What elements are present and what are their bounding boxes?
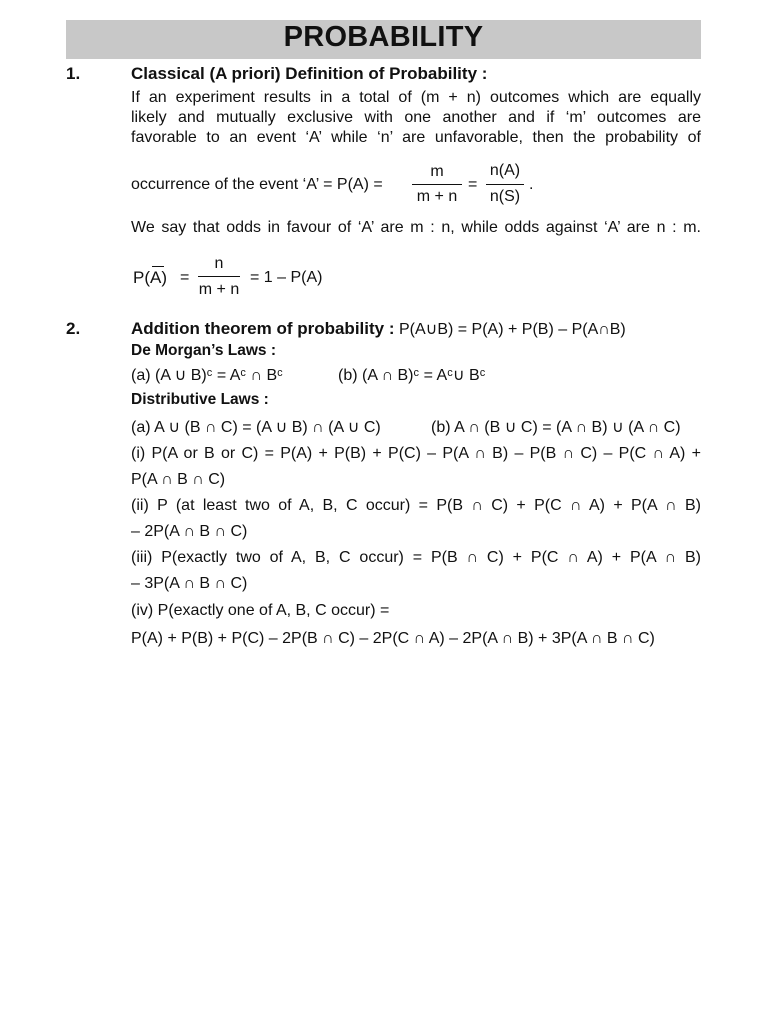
distributive-law-a: (a) A ∪ (B ∩ C) = (A ∪ B) ∩ (A ∪ C) (131, 419, 381, 436)
fraction-equals: = (468, 176, 478, 193)
section-1-para-line-2: likely and mutually exclusive with one another and if ‘m’ outcomes are (131, 109, 701, 126)
occurrence-text: occurrence of the event ‘A’ = P(A) = (131, 176, 383, 193)
section-1-heading: Classical (A priori) Definition of Probability : (131, 64, 488, 83)
fraction-3-numerator: n (214, 255, 224, 272)
distributive-heading: Distributive Laws : (131, 391, 269, 408)
title-banner (66, 20, 701, 59)
fraction-3-denominator: m + n (198, 281, 240, 298)
item-iv-line-1: (iv) P(exactly one of A, B, C occur) = (131, 602, 390, 619)
item-iii-line-1: (iii) P(exactly two of A, B, C occur) = P(B ∩ C) + P(C ∩ A) + P(A ∩ B) (131, 549, 701, 566)
fraction-2-denominator: n(S) (489, 188, 521, 205)
fraction-1-numerator: m (430, 163, 444, 180)
fraction-1-bar (412, 184, 462, 185)
demorgan-law-a: (a) (A ∪ B)ᶜ = Aᶜ ∩ Bᶜ (131, 367, 283, 384)
fraction-3-bar (198, 276, 240, 277)
demorgan-heading: De Morgan’s Laws : (131, 342, 276, 359)
section-2-heading: Addition theorem of probability : (131, 319, 395, 338)
fraction-period: . (529, 176, 534, 193)
item-i-line-2: P(A ∩ B ∩ C) (131, 471, 226, 488)
fraction-1-denominator: m + n (416, 188, 458, 205)
p-complement-equals: = (180, 269, 190, 286)
fraction-2-numerator: n(A) (489, 162, 521, 179)
odds-text: We say that odds in favour of ‘A’ are m : n, while odds against ‘A’ are n : m. (131, 219, 701, 236)
fraction-2-bar (486, 184, 524, 185)
item-iv-line-2: P(A) + P(B) + P(C) – 2P(B ∩ C) – 2P(C ∩ A) – 2P(A ∩ B) + 3P(A ∩ B ∩ C) (131, 630, 655, 647)
section-2-heading-line (131, 319, 626, 339)
section-1-number: 1. (66, 64, 81, 83)
section-1-para-line-3: favorable to an event ‘A’ while ‘n’ are unfavorable, then the probability of (131, 129, 701, 146)
section-2-heading-formula: P(A∪B) = P(A) + P(B) – P(A∩B) (398, 321, 626, 338)
distributive-law-b: (b) A ∩ (B ∪ C) = (A ∩ B) ∪ (A ∩ C) (431, 419, 681, 436)
item-iii-line-2: – 3P(A ∩ B ∩ C) (131, 575, 248, 592)
complement-overbar (152, 266, 164, 267)
item-ii-line-2: – 2P(A ∩ B ∩ C) (131, 523, 248, 540)
item-i-line-1: (i) P(A or B or C) = P(A) + P(B) + P(C) – P(A ∩ B) – P(B ∩ C) – P(C ∩ A) + (131, 445, 701, 462)
section-1-para-line-1: If an experiment results in a total of (m + n) outcomes which are equally (131, 89, 701, 106)
item-ii-line-1: (ii) P (at least two of A, B, C occur) = P(B ∩ C) + P(C ∩ A) + P(A ∩ B) (131, 497, 701, 514)
p-complement-result: = 1 – P(A) (250, 269, 323, 286)
demorgan-law-b: (b) (A ∩ B)ᶜ = Aᶜ∪ Bᶜ (338, 367, 486, 384)
p-complement-label: P(A) (133, 268, 167, 287)
page-title: PROBABILITY (283, 21, 484, 53)
section-2-number: 2. (66, 319, 81, 338)
